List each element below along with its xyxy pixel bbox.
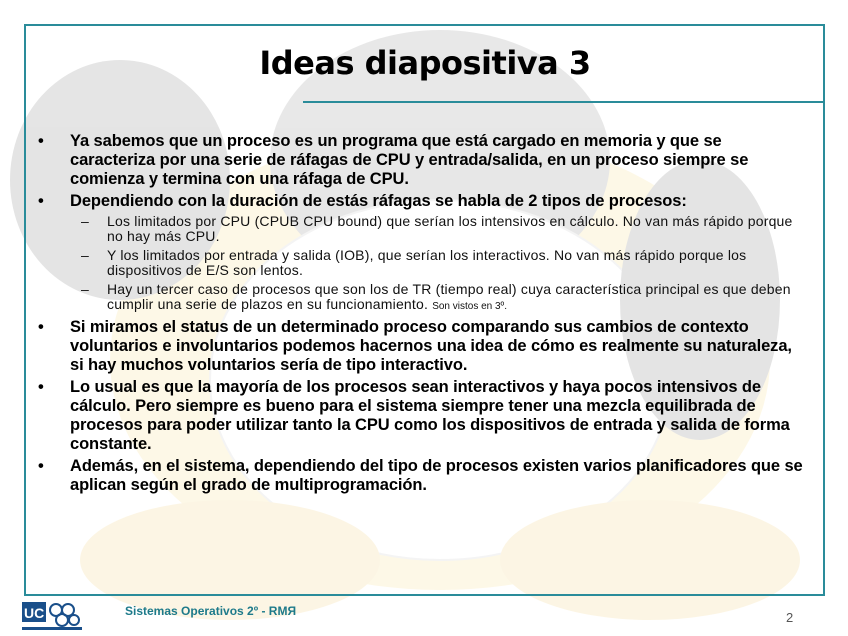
bullet-3: [32, 318, 808, 375]
logo-text: UC: [24, 605, 45, 621]
title-underline: [303, 101, 825, 103]
bullet-mark: •: [38, 318, 44, 336]
sub-bullet-note: Son vistos en 3º.: [432, 301, 507, 312]
sub-bullet-text: Hay un tercer caso de procesos que son los de TR (tiempo real) cuya característica principal es que deben cumplir una serie de plazos en su funcionamiento.: [107, 281, 791, 312]
bullet-mark: •: [38, 192, 44, 210]
sub-bullet-mark: –: [81, 247, 89, 263]
bullet-4: [32, 378, 808, 454]
university-logo: [22, 600, 84, 634]
footer-course: Sistemas Operativos 2º - RMЯ: [125, 604, 297, 618]
bullet-text: Dependiendo con la duración de estás ráfagas se habla de 2 tipos de procesos:: [70, 192, 687, 210]
bullet-text: Además, en el sistema, dependiendo del tipo de procesos existen varios planificadores que se aplican según el grado de multiprogramación.: [70, 457, 803, 494]
page-number: 2: [786, 610, 794, 625]
slide-content: [32, 132, 808, 498]
slide-title: Ideas diapositiva 3: [259, 44, 591, 82]
sub-bullet-mark: –: [81, 213, 89, 229]
bullet-text: Si miramos el status de un determinado proceso comparando sus cambios de contexto voluntarios e involuntarios podemos hacernos una idea de cómo es realmente su naturaleza, si hay muchos voluntarios sería de tipo interactivo.: [70, 318, 792, 374]
sub-bullet-2: [32, 248, 808, 278]
bullet-1: [32, 132, 808, 189]
sub-bullet-1: [32, 214, 808, 244]
bullet-2: [32, 192, 808, 211]
bullet-5: [32, 457, 808, 495]
sub-bullet-text: Los limitados por CPU (CPUB CPU bound) que serían los intensivos en cálculo. No van más rápido porque no hay más CPU.: [107, 213, 793, 244]
bullet-mark: •: [38, 132, 44, 150]
bullet-text: Lo usual es que la mayoría de los procesos sean interactivos y haya pocos intensivos de cálculo. Pero siempre es bueno para el sistema siempre tener una mezcla equilibrada de procesos para poder utilizar tanto la CPU como los dispositivos de entrada y salida de forma constante.: [70, 378, 790, 453]
sub-bullet-3: [32, 282, 808, 314]
bullet-text: Ya sabemos que un proceso es un programa que está cargado en memoria y que se caracteriza por una serie de ráfagas de CPU y entrada/salida, en un proceso siempre se comienza y termina con una ráfaga de CPU.: [70, 132, 749, 188]
bullet-mark: •: [38, 457, 44, 475]
bullet-mark: •: [38, 378, 44, 396]
sub-bullet-text: Y los limitados por entrada y salida (IOB), que serían los interactivos. No van más rápido porque los dispositivos de E/S son lentos.: [107, 247, 747, 278]
sub-bullet-mark: –: [81, 281, 89, 297]
